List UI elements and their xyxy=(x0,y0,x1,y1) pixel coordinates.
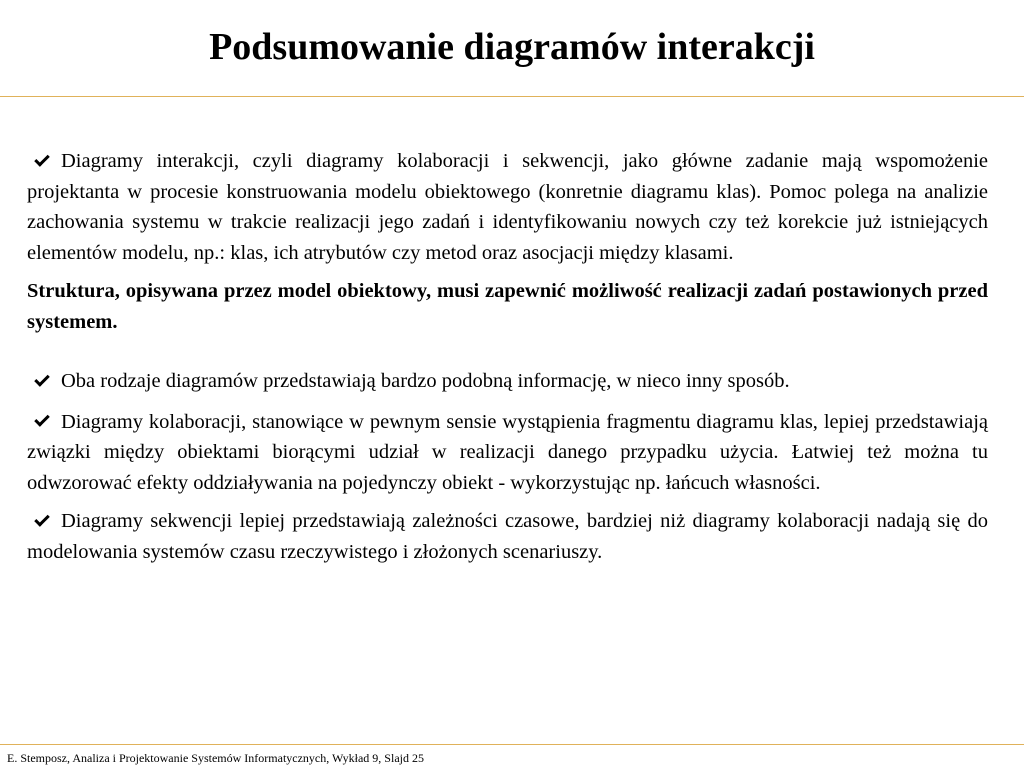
paragraph-collaboration-diagrams xyxy=(27,407,988,499)
checkmark-icon xyxy=(34,371,50,387)
paragraph-sequence-diagrams xyxy=(27,506,988,567)
paragraph-text: Diagramy kolaboracji, stanowiące w pewnym sensie wystąpienia fragmentu diagramu klas, lepiej przedstawiają związki między obiektami biorącymi udział w realizacji danego przypadku użycia. Łatwiej też można tu odwzorować efekty oddziaływania na pojedynczy obiekt - wykorzystując np. łańcuch własności. xyxy=(27,410,988,494)
slide-footer: E. Stemposz, Analiza i Projektowanie Systemów Informatycznych, Wykład 9, Slajd 25 xyxy=(7,751,424,765)
title-divider xyxy=(0,96,1024,97)
checkmark-icon xyxy=(34,151,50,167)
checkmark-icon xyxy=(34,511,50,527)
paragraph-text: Diagramy sekwencji lepiej przedstawiają zależności czasowe, bardziej niż diagramy kolaboracji nadają się do modelowania systemów czasu rzeczywistego i złożonych scenariuszy. xyxy=(27,510,988,563)
paragraph-structure: Struktura, opisywana przez model obiektowy, musi zapewnić możliwość realizacji zadań postawionych przed systemem. xyxy=(27,280,988,333)
footer-divider xyxy=(0,744,1024,745)
slide-title: Podsumowanie diagramów interakcji xyxy=(209,26,815,68)
slide-content xyxy=(27,146,988,567)
checkmark-icon xyxy=(34,412,50,428)
paragraph-text: Oba rodzaje diagramów przedstawiają bardzo podobną informację, w nieco inny sposób. xyxy=(61,370,790,392)
paragraph-interaction-diagrams xyxy=(27,146,988,268)
paragraph-both-types xyxy=(27,366,988,397)
paragraph-text: Diagramy interakcji, czyli diagramy kolaboracji i sekwencji, jako główne zadanie mają wspomożenie projektanta w procesie konstruowania modelu obiektowego (konretnie diagramu klas). Pomoc polega na analizie zachowania systemu w trakcie realizacji jego zadań i identyfikowaniu nowych czy też korekcie już istniejących elementów modelu, np.: klas, ich atrybutów czy metod oraz asocjacji między klasami. xyxy=(27,150,988,264)
